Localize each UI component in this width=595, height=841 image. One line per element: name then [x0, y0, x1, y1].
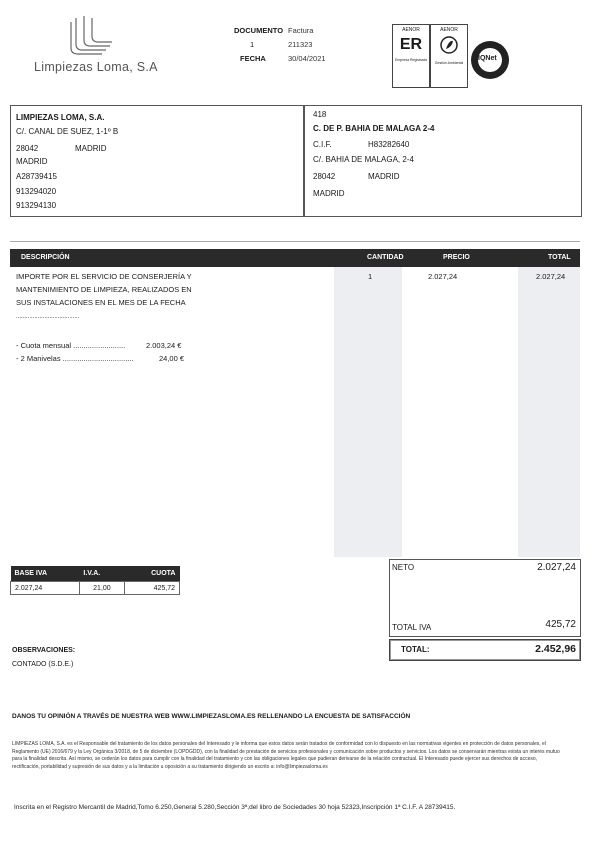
- aenor-ga-caption: Gestión Ambiental: [434, 61, 464, 65]
- header-quantity: CANTIDAD: [367, 254, 404, 261]
- logo-mark-icon: [66, 14, 116, 56]
- doc-number-value: 211323: [288, 40, 313, 49]
- total-iva-value: 425,72: [545, 619, 576, 630]
- client-city: MADRID: [368, 172, 400, 181]
- doc-date-label: FECHA: [240, 54, 266, 63]
- item-monthly-fee-label: - Cuota mensual .........................: [16, 341, 126, 350]
- iqnet-badge: [470, 40, 510, 80]
- company-street: C/. CANAL DE SUEZ, 1-1º B: [16, 127, 119, 136]
- aenor-er-mark: ER: [399, 36, 423, 53]
- quantity-column-bg: [334, 267, 402, 557]
- line-total: 2.027,24: [536, 272, 566, 281]
- client-province: MADRID: [313, 189, 345, 198]
- iqnet-label: IQNet: [478, 55, 497, 62]
- client-street: C/. BAHIA DE MALAGA, 2-4: [313, 155, 414, 164]
- header-price: PRECIO: [443, 254, 470, 261]
- company-fax: 913294130: [16, 201, 57, 210]
- registry-info: Inscrita en el Registro Mercantil de Madrid,Tomo 6.250,General 5.280,Sección 3ª,del libro de Sociedades 30 hoja 52323,Inscripción 1ª C.I.F. A 28739415.: [14, 804, 456, 811]
- survey-message: DANOS TU OPINIÓN A TRAVÉS DE NUESTRA WEB WWW.LIMPIEZASLOMA.ES RELLENANDO LA ENCUESTA DE SATISFACCIÓN: [12, 713, 411, 720]
- aenor-er-caption: Empresa Registrada: [395, 58, 427, 62]
- tax-table-row: [11, 582, 180, 595]
- tax-table-header-row: [11, 566, 180, 582]
- client-cif-value: H83282640: [368, 140, 410, 149]
- aenor-ga-title: AENOR: [440, 27, 458, 33]
- line-price: 2.027,24: [428, 272, 458, 281]
- aenor-ga-badge: [430, 24, 468, 88]
- client-code: 418: [313, 110, 327, 119]
- tax-cuota-value: 425,72: [124, 582, 179, 595]
- doc-type-value: Factura: [288, 26, 314, 35]
- tax-iva-value: 21,00: [79, 582, 124, 595]
- item-cranks-value: 24,00 €: [159, 354, 185, 363]
- tax-table: [10, 566, 180, 595]
- client-name: C. DE P. BAHIA DE MALAGA 2-4: [313, 124, 435, 133]
- item-cranks-label: - 2 Manivelas ..................................: [16, 354, 134, 363]
- tax-base-value: 2.027,24: [11, 582, 80, 595]
- total-column-bg: [518, 267, 580, 557]
- observations-label: OBSERVACIONES:: [12, 647, 76, 654]
- grand-total-label: TOTAL:: [401, 645, 430, 654]
- header-description: DESCRIPCIÓN: [21, 254, 70, 261]
- company-city: MADRID: [75, 144, 107, 153]
- lines-table-header: [10, 249, 580, 267]
- total-iva-label: TOTAL IVA: [392, 623, 432, 632]
- grand-total-value: 2.452,96: [535, 643, 576, 655]
- company-cif: A28739415: [16, 172, 57, 181]
- neto-value: 2.027,24: [537, 562, 576, 573]
- neto-label: NETO: [392, 563, 415, 572]
- aenor-er-badge: [392, 24, 430, 88]
- doc-type-label: DOCUMENTO: [234, 26, 284, 35]
- line-description-2: MANTENIMIENTO DE LIMPIEZA, REALIZADOS EN: [16, 285, 192, 294]
- tax-header-cuota: CUOTA: [124, 566, 179, 582]
- company-brand: Limpiezas Loma, S.A: [34, 60, 158, 74]
- doc-number-label: 1: [250, 40, 255, 49]
- leaf-icon: [431, 36, 467, 59]
- client-zip: 28042: [313, 172, 336, 181]
- company-logo: [66, 14, 116, 56]
- company-province: MADRID: [16, 157, 48, 166]
- company-zip: 28042: [16, 144, 39, 153]
- line-description-1: IMPORTE POR EL SERVICIO DE CONSERJERÍA Y: [16, 272, 192, 281]
- line-description-3: SUS INSTALACIONES EN EL MES DE LA FECHA: [16, 298, 186, 307]
- aenor-er-title: AENOR: [402, 27, 420, 33]
- tax-header-iva: I.V.A.: [79, 566, 124, 582]
- line-quantity: 1: [368, 272, 373, 281]
- observations-value: CONTADO (S.D.E.): [12, 661, 74, 668]
- item-monthly-fee-value: 2.003,24 €: [146, 341, 182, 350]
- company-name: LIMPIEZAS LOMA, S.A.: [16, 113, 105, 122]
- company-phone: 913294020: [16, 187, 57, 196]
- privacy-notice: LIMPIEZAS LOMA, S.A. es el Responsable del tratamiento de los datos personales del Interesado y le informa que estos datos serán tratados de conformidad con lo dispuesto en las normativas vigentes en protección de datos personales, el Reglamento (UE) 2016/679 y la Ley Orgánica 3/2018, de 5 de diciembre (LOPDGDD), con la finalidad de prestación de servicios profesionales y comunicación sobre productos y servicios. Los datos se conservarán mientras exista un interés mutuo para la finalidad descrita. Así mismo, se cederán los datos para cumplir con la finalidad del tratamiento y con las obligaciones legales que pudieran derivarse de la relación contractual. El Interesado puede ejercer sus derechos de acceso, rectificación, portabilidad y supresión de sus datos y a la limitación u oposición a su tratamiento dirigiendo un escrito a: info@limpiezasloma.es: [12, 741, 560, 770]
- tax-header-base: BASE IVA: [11, 566, 80, 582]
- client-cif-label: C.I.F.: [313, 140, 332, 149]
- document-info: [234, 24, 326, 66]
- line-description-dots: ......................................: [16, 314, 80, 320]
- header-total: TOTAL: [548, 254, 571, 261]
- doc-date-value: 30/04/2021: [288, 54, 326, 63]
